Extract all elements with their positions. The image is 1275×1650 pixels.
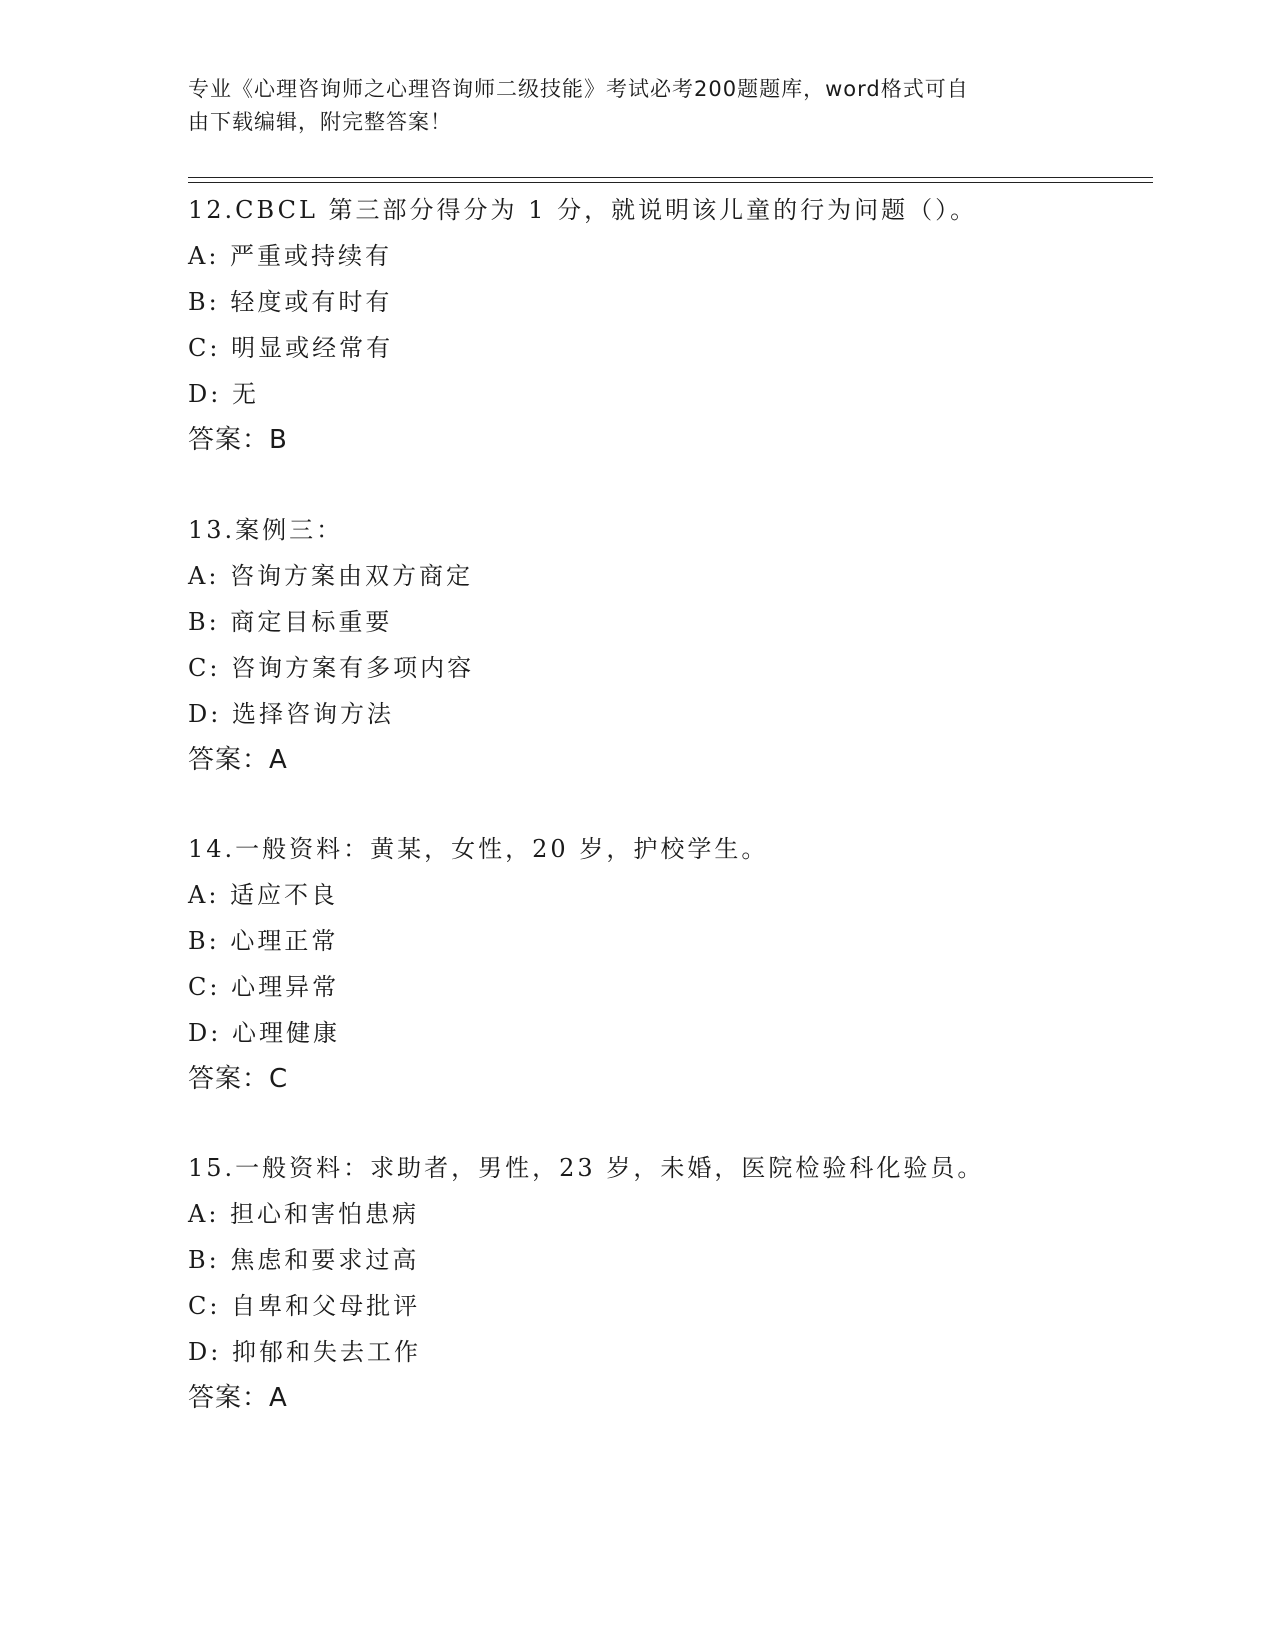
- header-divider-top: [188, 177, 1153, 178]
- answer-line: 答案：B: [188, 425, 288, 455]
- option-b: B: 商定目标重要: [188, 608, 393, 636]
- question-12: [188, 187, 1148, 463]
- header-divider-bottom: [188, 182, 1153, 183]
- option-a: A: 严重或持续有: [188, 242, 393, 270]
- option-a: A: 适应不良: [188, 881, 339, 909]
- question-14: [188, 826, 1148, 1102]
- option-b: B: 焦虑和要求过高: [188, 1246, 420, 1274]
- option-c: C: 明显或经常有: [188, 334, 394, 362]
- option-a: A: 担心和害怕患病: [188, 1200, 420, 1228]
- option-c: C: 自卑和父母批评: [188, 1292, 421, 1320]
- header-line-1: 专业《心理咨询师之心理咨询师二级技能》考试必考200题题库，word格式可自: [188, 77, 969, 101]
- option-d: D: 选择咨询方法: [188, 700, 394, 728]
- option-a: A: 咨询方案由双方商定: [188, 562, 474, 590]
- question-stem: 14.一般资料：黄某，女性，20 岁，护校学生。: [188, 835, 769, 863]
- option-d: D: 无: [188, 380, 259, 408]
- option-b: B: 轻度或有时有: [188, 288, 393, 316]
- option-d: D: 心理健康: [188, 1019, 340, 1047]
- answer-line: 答案：C: [188, 1064, 289, 1094]
- question-stem: 12.CBCL 第三部分得分为 1 分，就说明该儿童的行为问题（）。: [188, 196, 978, 224]
- question-stem: 15.一般资料：求助者，男性，23 岁，未婚，医院检验科化验员。: [188, 1154, 985, 1182]
- option-b: B: 心理正常: [188, 927, 339, 955]
- answer-line: 答案：A: [188, 1383, 288, 1413]
- option-c: C: 心理异常: [188, 973, 340, 1001]
- question-stem: 13.案例三：: [188, 516, 344, 544]
- document-header: [188, 73, 1068, 139]
- question-15: [188, 1145, 1148, 1421]
- answer-line: 答案：A: [188, 745, 288, 775]
- header-line-2: 由下载编辑，附完整答案！: [188, 110, 452, 134]
- option-c: C: 咨询方案有多项内容: [188, 654, 475, 682]
- option-d: D: 抑郁和失去工作: [188, 1338, 421, 1366]
- question-13: [188, 507, 1148, 783]
